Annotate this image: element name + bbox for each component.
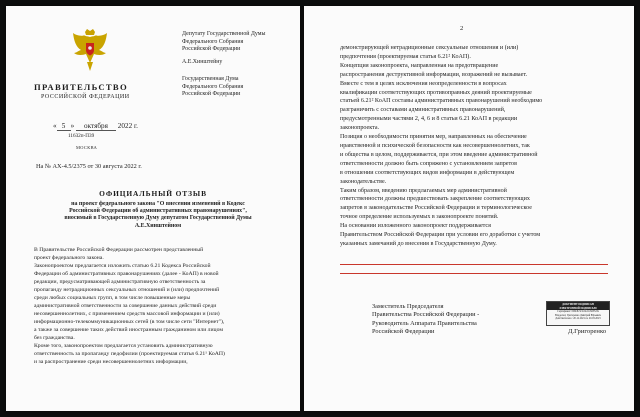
stamp-line: Сертификат: 00bb8c3c2cf4d1c8d35c8e [557,310,599,314]
body-line: и за распространение среди несовершеннолетних информации, [34,359,188,365]
date-month: октября [76,122,116,131]
body-line: законопроекта. [340,125,380,132]
body-line: редакции, предусматривающей административную ответственность за [34,279,206,285]
body-line: Концепция законопроекта, направленная на предотвращение [340,62,499,69]
body-line: Позиция о необходимости принятия мер, направленных на обеспечение [340,134,527,141]
body-line: законодательстве. [340,178,387,185]
review-subtitle-line: вносимый в Государственную Думу депутатом Государственной Думы [64,215,252,222]
stamp-line: ЭЛЕКТРОННОЙ ПОДПИСЬЮ [547,306,609,310]
date-day: 5 [57,122,71,131]
document-page-2 [304,6,634,411]
body-line: несовершеннолетних, с применением средств массовой информации и (или) [34,311,220,317]
gov-subtitle: РОССИЙСКОЙ ФЕДЕРАЦИИ [41,94,130,100]
body-line: ответственность за пропаганду педофилии (проектируемая статья 6.21¹ КоАП) [34,351,225,357]
body-line: квалификации соответствующих противоправных деяний проектируемые [340,89,532,96]
body-line: пропаганду нетрадиционных сексуальных отношений и (или) предпочтений [34,287,220,293]
review-subtitle [36,201,280,230]
body-line: в отношении соответствующих видов информации в действующем [340,169,515,176]
body-line: На основании изложенного законопроект поддерживается [340,223,491,230]
body-line: а также за совершение таких действий иностранным гражданином или лицом [34,327,223,333]
signatory-name: Д.Григоренко [568,328,607,335]
page-number: 2 [460,25,464,32]
copy-recipient-block [182,76,292,99]
body-line: среди любых социальных групп, в том числе повышенные меры [34,295,191,301]
addressee-line: Федерального Собрания [182,38,244,45]
signatory-title-line: Правительства Российской Федерации - [372,311,480,319]
signatory-title-line: Заместитель Председателя [372,303,444,310]
review-subtitle-line: Российской Федерации об административных правонарушениях", [69,208,247,215]
review-subtitle-line: А.Е.Хинштейном [134,222,182,229]
electronic-signature-stamp [546,301,610,326]
stamp-line: Действителен с 20.12.2021 по 20.03.2023 [555,316,601,320]
body-line: точное определение используемых в законопроекте понятий. [340,214,499,221]
body-line: нравственной и психической безопасности как несовершеннолетних, так [340,142,530,149]
review-body-page-1 [34,246,286,366]
review-body-page-2 [340,44,622,249]
signatory-title [372,303,479,336]
body-line: ответственности должны предшествовать закрепление соответствующих [340,196,530,203]
highlight-underline [340,264,608,265]
coat-of-arms-emblem [70,29,110,73]
review-title: ОФИЦИАЛЬНЫЙ ОТЗЫВ [99,189,207,198]
stamp-line: Владелец: Григоренко Дмитрий Юрьевич [555,313,601,317]
document-date: « 5 » октября 2022 г. [53,122,138,130]
reference-number: На № АХ-4.5/2375 от 30 августа 2022 г. [36,163,142,170]
body-line: В Правительстве Российской Федерации рассмотрен представленный [34,247,204,253]
body-line: Федерации об административных правонарушениях (далее - КоАП) в новой [34,271,219,277]
addressee-line: Российской Федерации [182,46,241,53]
body-line: административной ответственности за совершение данных действий среди [34,303,217,309]
body-line: статьей 6.21² КоАП составы административных правонарушений необходимо [340,98,543,105]
body-line: Таким образом, введению предлагаемых мер административной [340,187,507,194]
addressee-line: Депутату Государственной Думы [182,31,266,37]
copy-line: Федерального Собрания [182,83,244,90]
body-line: распространения деструктивной информации, возражений не вызывает. [340,71,528,78]
signatory-title-line: Российской Федерации [372,327,435,335]
body-line: без гражданства. [34,335,75,341]
body-line: ответственности должно быть сопряжено с установлением запретов [340,160,517,167]
highlight-underline [340,273,608,274]
document-number: 11632п-П39 [68,133,95,139]
body-line: указанных замечаний до внесения в Государственную Думу. [340,240,497,247]
addressee-line: А.Е.Хинштейну [182,58,223,65]
document-page-1 [6,6,300,411]
stamp-line: ДОКУМЕНТ ПОДПИСАН [547,302,609,306]
body-line: проект федерального закона. [34,255,104,261]
body-line: запретов в законодательстве Российской Федерации и терминологическое [340,205,532,212]
copy-line: Государственная Дума [182,76,239,82]
body-line: разграничить с составами административных правонарушений, [340,107,506,114]
body-line: Кроме того, законопроектом предлагается установить административную [34,343,213,349]
body-line: и общества в целом, поддерживается, при этом введение административной [340,151,538,158]
body-line: Законопроектом предлагается изложить статью 6.21 Кодекса Российской [34,263,211,269]
body-line: демонстрирующей нетрадиционные сексуальные отношения и (или) [340,45,519,51]
copy-line: Российской Федерации [182,91,241,98]
body-line: предусмотренными частями 2, 4, 6 и 8 статьи 6.21 КоАП в редакции [340,116,518,123]
document-city: МОСКВА [76,145,98,150]
review-subtitle-line: на проект федерального закона "О внесении изменений в Кодекс [71,201,245,207]
body-line: информационно-телекоммуникационных сетей (в том числе сети "Интернет"), [34,319,225,325]
addressee-block [182,31,292,66]
body-line: Вместе с тем в целях исключения неопределенности в вопросах [340,80,507,87]
date-year: 2022 г. [117,122,138,130]
signatory-title-line: Руководитель Аппарата Правительства [372,319,477,327]
body-line: Правительством Российской Федерации при условии его доработки с учетом [340,232,541,239]
gov-title: ПРАВИТЕЛЬСТВО [34,82,128,92]
body-line: предпочтения (проектируемая статья 6.21² КоАП). [340,53,471,60]
